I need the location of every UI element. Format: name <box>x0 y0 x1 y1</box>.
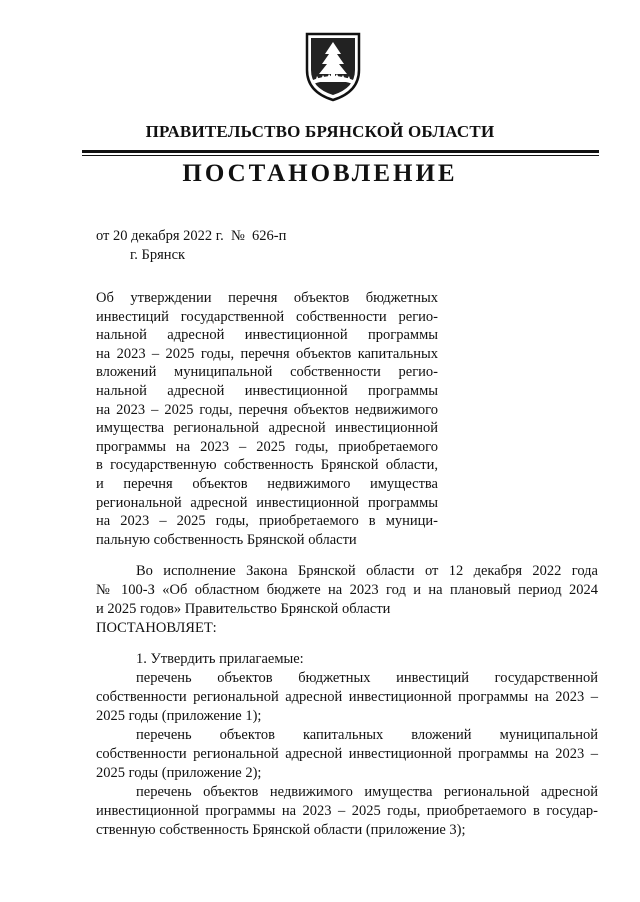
preamble-line: и 2025 годов» Правительство Брянской области <box>96 601 391 617</box>
title-line: и перечня объектов недвижимого имущества <box>96 475 438 492</box>
title-line: имущества региональной адресной инвестиционной <box>96 420 438 437</box>
item-heading: 1. Утвердить прилагаемые: <box>136 651 304 667</box>
title-line: пальную собственность Брянской области <box>96 531 357 548</box>
body-item-1 <box>96 650 598 840</box>
document-date-number: от 20 декабря 2022 г. № 626-п <box>96 228 287 244</box>
preamble <box>96 562 598 638</box>
list-item-line: ственную собственность Брянской области (приложение 3); <box>96 822 466 838</box>
decree-word: ПОСТАНОВЛЯЕТ: <box>96 620 217 636</box>
list-item-line: перечень объектов капитальных вложений муниципальной <box>136 727 598 743</box>
list-item-line: собственности региональной адресной инвестиционной программы на 2023 – <box>96 746 598 762</box>
list-item-line: 2025 годы (приложение 1); <box>96 708 262 724</box>
title-line: инвестиций государственной собственности регио- <box>96 308 438 325</box>
preamble-line: № 100-З «Об областном бюджете на 2023 год и на плановый период 2024 <box>96 582 598 598</box>
list-item-line: 2025 годы (приложение 2); <box>96 765 262 781</box>
list-item-line: собственности региональной адресной инвестиционной программы на 2023 – <box>96 689 598 705</box>
title-line: региональной адресной инвестиционной программы <box>96 494 438 511</box>
title-line: на 2023 – 2025 годы, перечня объектов недвижимого <box>96 401 438 418</box>
preamble-line: Во исполнение Закона Брянской области от 12 декабря 2022 года <box>136 563 598 579</box>
bryansk-coat-of-arms-icon <box>303 30 363 102</box>
title-line: Об утверждении перечня объектов бюджетных <box>96 290 438 306</box>
title-line: в государственную собственность Брянской области, <box>96 457 438 474</box>
list-item-line: перечень объектов недвижимого имущества региональной адресной <box>136 784 598 800</box>
title-line: программы на 2023 – 2025 годы, приобретаемого <box>96 438 438 455</box>
header-rule-thick <box>82 150 599 153</box>
document-city: г. Брянск <box>130 247 186 263</box>
list-item-line: инвестиционной программы на 2023 – 2025 годы, приобретаемого в государ- <box>96 803 598 819</box>
title-line: на 2023 – 2025 годы, приобретаемого в муници- <box>96 513 438 530</box>
list-item-line: перечень объектов бюджетных инвестиций государственной <box>136 670 598 686</box>
document-type: ПОСТАНОВЛЕНИЕ <box>182 160 458 187</box>
document-title <box>96 289 438 549</box>
title-line: нальной адресной инвестиционной программы <box>96 382 438 399</box>
header-rule-thin <box>82 155 599 156</box>
title-line: на 2023 – 2025 годы, перечня объектов капитальных <box>96 345 438 362</box>
title-line: нальной адресной инвестиционной программы <box>96 327 438 344</box>
title-line: вложений муниципальной собственности регио- <box>96 364 438 381</box>
government-name: ПРАВИТЕЛЬСТВО БРЯНСКОЙ ОБЛАСТИ <box>145 122 495 141</box>
